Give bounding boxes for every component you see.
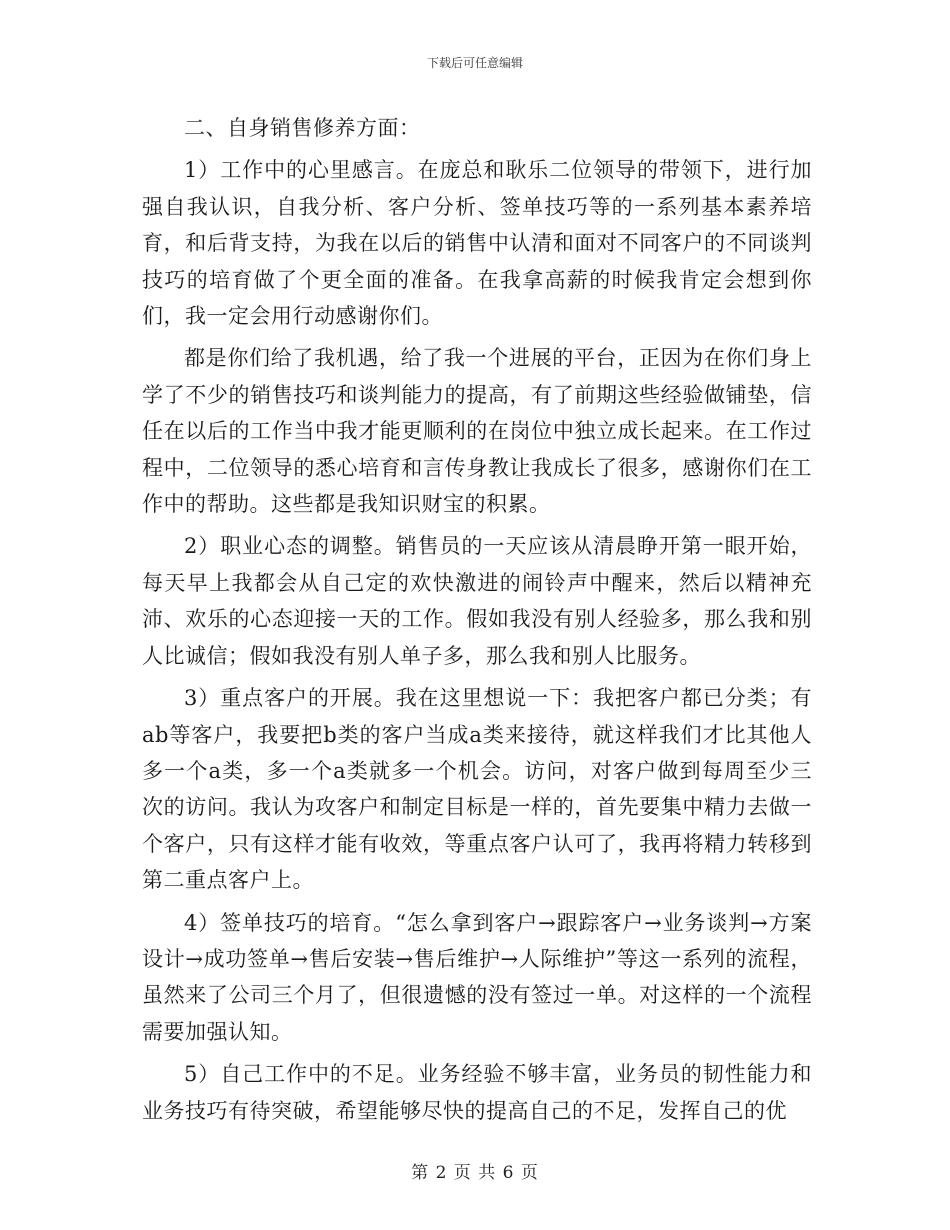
paragraph-signing-skills: 4）签单技巧的培育。“怎么拿到客户→跟踪客户→业务谈判→方案设计→成功签单→售后安装→售后维护→人际维护”等这一系列的流程，虽然来了公司三个月了，但很遗憾的没有签过一单。对这样的一个流程需要加强认知。 xyxy=(142,910,812,1044)
paragraph-work-feelings: 1）工作中的心里感言。在庞总和耿乐二位领导的带领下，进行加强自我认识，自我分析、客户分析、签单技巧等的一系列基本素养培育，和后背支持，为我在以后的销售中认清和面对不同客户的不同谈判技巧的培育做了个更全面的准备。在我拿高薪的时候我肯定会想到你们，我一定会用行动感谢你们。 xyxy=(142,158,812,329)
page-footer: 第 2 页 共 6 页 xyxy=(411,1163,539,1183)
paragraph-key-clients: 3）重点客户的开展。我在这里想说一下：我把客户都已分类；有ab等客户，我要把b类的客户当成a类来接待，就这样我们才比其他人多一个a类，多一个a类就多一个机会。访问，对客户做到每周至少三次的访问。我认为攻客户和制定目标是一样的，首先要集中精力去做一个客户，只有这样才能有收效，等重点客户认可了，我再将精力转移到第二重点客户上。 xyxy=(142,686,812,893)
page-header: 下载后可任意编辑 xyxy=(426,56,523,70)
paragraph-shortcomings: 5）自己工作中的不足。业务经验不够丰富，业务员的韧性能力和业务技巧有待突破，希望能够尽快的提高自己的不足，发挥自己的优 xyxy=(142,1062,812,1123)
paragraph-gratitude: 都是你们给了我机遇，给了我一个进展的平台，正因为在你们身上学了不少的销售技巧和谈判能力的提高，有了前期这些经验做铺垫，信任在以后的工作当中我才能更顺利的在岗位中独立成长起来。在工作过程中，二位领导的悉心培育和言传身教让我成长了很多，感谢你们在工作中的帮助。这些都是我知识财宝的积累。 xyxy=(142,346,812,517)
paragraph-attitude: 2）职业心态的调整。销售员的一天应该从清晨睁开第一眼开始，每天早上我都会从自己定的欢快激进的闹铃声中醒来，然后以精神充沛、欢乐的心态迎接一天的工作。假如我没有别人经验多，那么我和别人比诚信；假如我没有别人单子多，那么我和别人比服务。 xyxy=(142,534,812,668)
section-heading: 二、自身销售修养方面： xyxy=(184,116,421,140)
document-body xyxy=(142,110,812,1135)
